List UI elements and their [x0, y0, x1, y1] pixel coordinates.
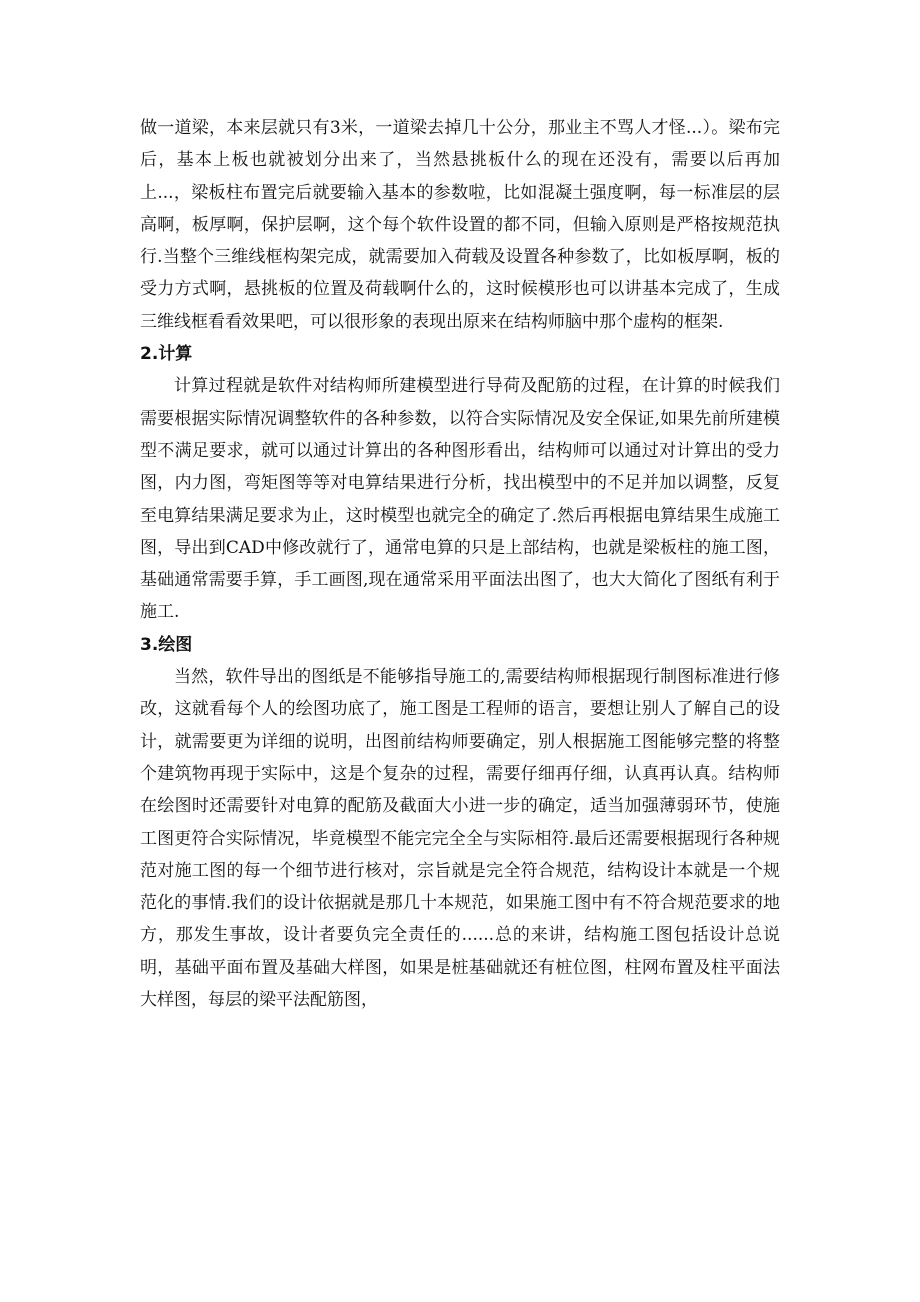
intro-paragraph: 做一道梁，本来层就只有3米，一道梁去掉几十公分，那业主不骂人才怪...）。梁布完后，基本上板也就被划分出来了，当然悬挑板什么的现在还没有，需要以后再加上...，梁板柱布置完后就要输入基本的参数啦，比如混凝土强度啊，每一标准层的层高啊，板厚啊，保护层啊，这个每个软件设置的都不同，但输入原则是严格按规范执行.当整个三维线框构架完成，就需要加入荷载及设置各种参数了，比如板厚啊，板的受力方式啊，悬挑板的位置及荷载啊什么的，这时候模形也可以讲基本完成了，生成三维线框看看效果吧，可以很形象的表现出原来在结构师脑中那个虚构的框架. — [140, 118, 780, 332]
drawing-paragraph: 当然，软件导出的图纸是不能够指导施工的,需要结构师根据现行制图标准进行修改，这就看每个人的绘图功底了，施工图是工程师的语言，要想让别人了解自己的设计，就需要更为详细的说明，出图前结构师要确定，别人根据施工图能够完整的将整个建筑物再现于实际中，这是个复杂的过程，需要仔细再仔细，认真再认真。结构师在绘图时还需要针对电算的配筋及截面大小进一步的确定，适当加强薄弱环节，使施工图更符合实际情况，毕竟模型不能完完全全与实际相符.最后还需要根据现行各种规范对施工图的每一个细节进行核对，宗旨就是完全符合规范，结构设计本就是一个规范化的事情.我们的设计依据就是那几十本规范，如果施工图中有不符合规范要求的地方，那发生事故，设计者要负完全责任的......总的来讲，结构施工图包括设计总说明，基础平面布置及基础大样图，如果是桩基础就还有桩位图，柱网布置及柱平面法大样图，每层的梁平法配筋图， — [140, 667, 780, 1011]
calculation-paragraph: 计算过程就是软件对结构师所建模型进行导荷及配筋的过程，在计算的时候我们需要根据实际情况调整软件的各种参数，以符合实际情况及安全保证,如果先前所建模型不满足要求，就可以通过计算出的各种图形看出，结构师可以通过对计算出的受力图，内力图，弯矩图等等对电算结果进行分析，找出模型中的不足并加以调整，反复至电算结果满足要求为止，这时模型也就完全的确定了.然后再根据电算结果生成施工图，导出到CAD中修改就行了，通常电算的只是上部结构，也就是梁板柱的施工图，基础通常需要手算，手工画图,现在通常采用平面法出图了，也大大简化了图纸有利于施工. — [140, 376, 780, 623]
section-heading-drawing: 3.绘图 — [140, 634, 193, 655]
section-heading-calculation: 2.计算 — [140, 344, 193, 365]
document-body — [140, 112, 780, 1016]
